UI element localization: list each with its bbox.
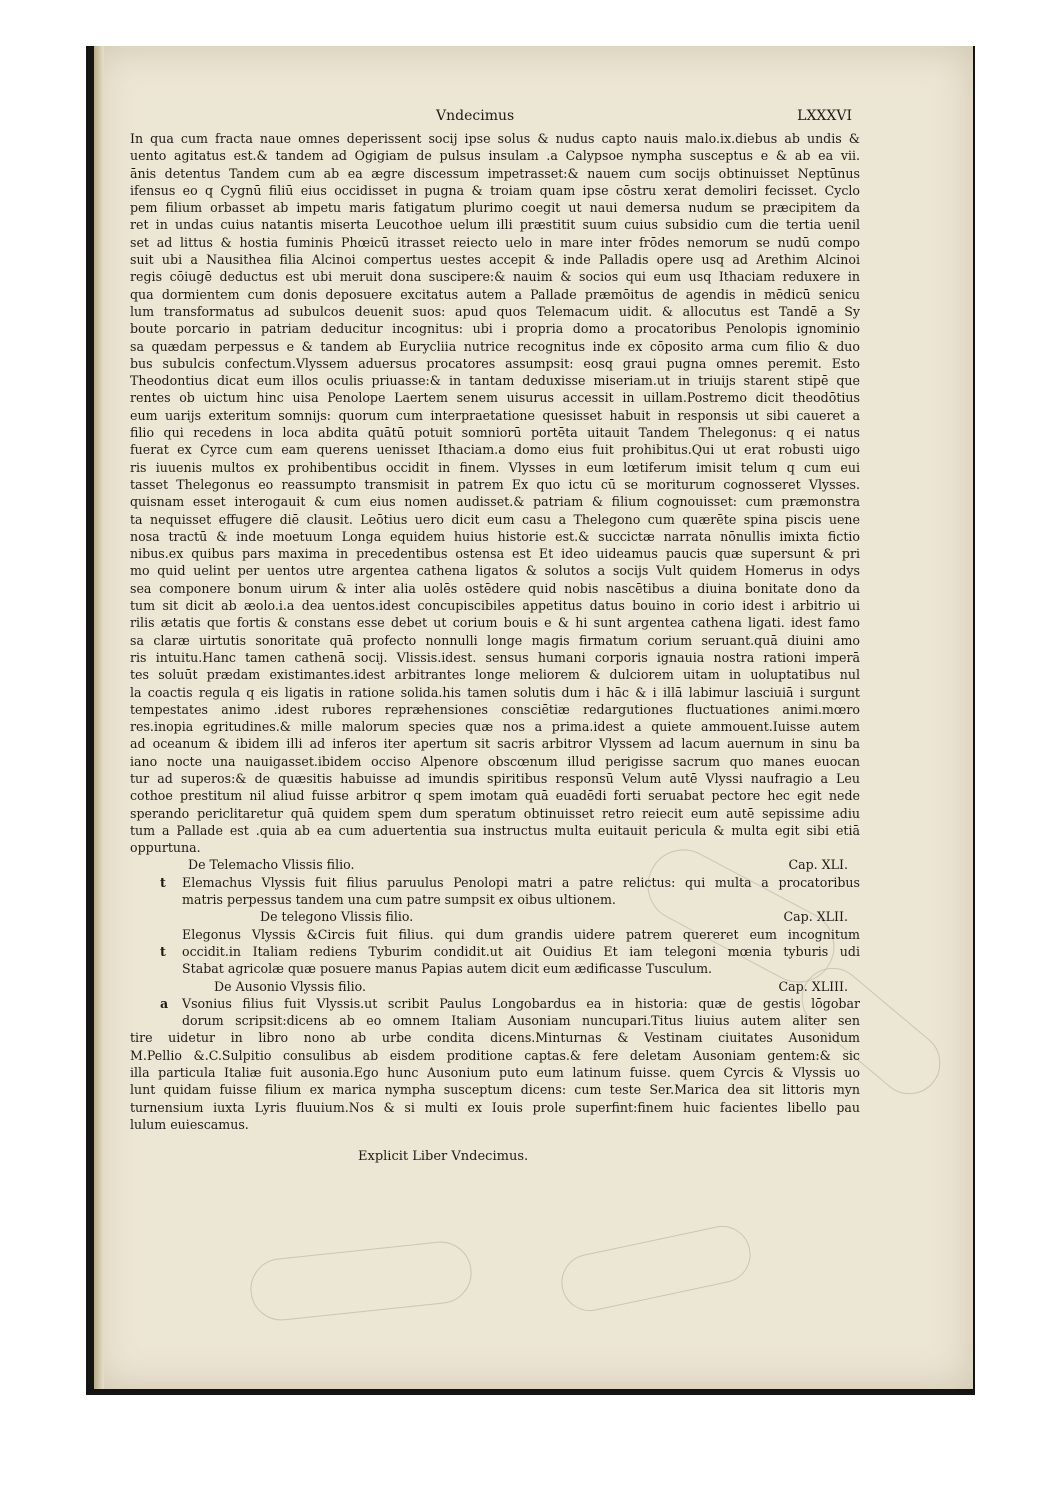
text-line [130,943,860,960]
text-line: res.inopia egritudines.& mille malorum species quæ nos a prima.idest a quiete ammouent.Iuisse autem [130,719,860,735]
text-line-content: Elemachus Vlyssis fuit filius paruulus Penolopi matri a patre relictus: qui multa a procatoribus [182,874,860,890]
text-line: pem filium orbasset ab impetu maris fatigatum plurimo coegit ut naui demersa nudum se præcipitem da [130,200,860,216]
text-line [130,1012,860,1029]
chapter-heading [130,978,860,995]
text-line: qua dormientem cum donis deposuere excitatus autem a Pallade præmōitus de agendis in mēdicū senicu [130,286,860,302]
text-line: la coactis regula q eis ligatis in ratione solida.his tamen solutis dum i hāc & i illā labimur lasciuiā i surgunt [130,684,860,700]
text-line: tes soluūt prædam existimantes.idest arbitrantes longe meliorem & dulciorem uitam in uoluptatibus nul [130,667,860,683]
text-line: ifensus eo q Cygnū filiū eius occidisset in pugna & troiam quam ipse cōstru xerat demoliri fecisset. Cyclo [130,182,860,198]
text-line: tasset Thelegonus eo reassumpto transmisit in patrem Ex quo ictu cū se moriturum cognosseret Vlysses. [130,476,860,492]
chapter-heading [130,856,860,873]
text-line [130,1099,860,1116]
text-line [130,1064,860,1081]
text-line: lum transformatus ad subulcos deuenit suos: apud quos Telemacum uidit. & allocutus est Tandē a Sy [130,303,860,319]
text-line: sa claræ uirtutis sonoritate quā profecto nonnulli longe magis firmatum corium seruant.quā diuini amo [130,632,860,648]
text-line: set ad littus & hostia fuminis Phœicū itrasset reiecto uelo in mare inter frōdes nemorum se nudū compo [130,234,860,250]
text-line: sa quædam perpessus e & tandem ab Eurycliia nutrice recognitus inde ex cōposito arma cum filio & duo [130,338,860,354]
running-head [130,108,860,128]
text-line: quisnam esset interogauit & cum eius nomen audisset.& patriam & filium cognouisset: cum præmonstra [130,494,860,510]
text-line: ad oceanum & ibidem illi ad inferos iter apertum sit sacris arbitror Vlyssem ad lacum auernum in sinu ba [130,736,860,752]
text-line: rilis ætatis que fortis & constans esse debet ut corium bouis e & hi sunt argentea cathena ligati. idest famo [130,615,860,631]
text-line [130,1047,860,1064]
text-line: ret in undas cuius natantis miserta Leucothoe uelum illi præstitit suum cuius subsidio cum die tertia uenil [130,217,860,233]
chapter-number: Cap. XLIII. [778,978,848,994]
text-line: sperando periclitaretur quā quidem spem dum speratum obtinuisset retro reiecit eum autē sepissime adiu [130,805,860,821]
text-line-content: tire uidetur in libro nono ab urbe condita dicens.Minturnas & Vestinam ciuitates Ausonidum [130,1030,860,1046]
folio-number: LXXXVI [797,108,852,124]
text-line-content: dorum scripsit:dicens ab eo omnem Italiam Ausoniam nuncupari.Titus liuius autem aliter sen [182,1013,860,1029]
text-line: sea componere bonum uirum & inter alia uolēs ostēdere quid nobis nascētibus a diuina bonitate dono da [130,580,860,596]
text-line: suit ubi a Nausithea filia Alcinoi compertus uestes accepit & inde Palladis opere usq ad Arethim Alcinoi [130,252,860,268]
text-line-content: matris perpessus tandem una cum patre sumpsit ex oibus ultionem. [182,892,616,908]
text-line [130,1116,860,1133]
text-line: rentes ob uictum hinc uisa Penolope Laertem senem uisurus accessit in uillam.Postremo dicit theodōtius [130,390,860,406]
text-line [130,1081,860,1098]
text-line: boute porcario in patriam deducitur incognitus: ubi i propria domo a procatoribus Penolopis ignominio [130,321,860,337]
text-line-content: M.Pellio &.C.Sulpitio consulibus ab eisdem proditione captas.& fere deletam Ausoniam gentem:& sic [130,1047,860,1063]
explicit-line: Explicit Liber Vndecimus. [358,1149,529,1165]
guide-letter: t [160,943,166,959]
text-line: tempestates animo .idest rubores repræhensiones consciētiæ redargutiones fluctuationes animi.mœro [130,701,860,717]
text-line [130,1029,860,1046]
text-line [130,995,860,1012]
text-line [130,891,860,908]
chapter-number: Cap. XLI. [788,857,848,873]
text-line: ris iuuenis multos ex prohibentibus occidit in finem. Vlysses in eum lœtiferum imisit telum q cum eui [130,459,860,475]
text-line: regis cōiugē deductus est ubi meruit dona suscipere:& nauim & socios qui eum usq Ithaciam reduxere in [130,269,860,285]
text-line: In qua cum fracta naue omnes deperissent socij ipse solus & nudus capto nauis malo.ix.diebus ab undis & [130,131,860,146]
text-line: bus subulcis confectum.Vlyssem aduersus procatores assumpsit: eosq graui pugna omnes peremit. Esto [130,355,860,371]
chapter-sections [130,856,860,1133]
text-line: mo quid uelint per uentos utre argentea cathena ligatos & solutos a socijs Vult quidem Homerus in odys [130,563,860,579]
chapter-title: De Ausonio Vlyssis filio. [214,978,367,994]
guide-letter: a [160,995,169,1011]
text-line-content: lulum euiescamus. [130,1116,249,1132]
text-line: fuerat ex Cyrce cum eam querens uenisset Ithaciam.a domo eius fuit prohibitus.Qui ut erat robusti uigo [130,442,860,458]
text-line-content: Elegonus Vlyssis &Circis fuit filius. qui dum grandis uidere patrem quereret eum incognitum [182,926,860,942]
chapter-title: De Telemacho Vlissis filio. [188,857,355,873]
text-line: tur ad superos:& de quæsitis habuisse ad imundis spiritibus responsū Velum autē Vlyssi naufragio a Leu [130,770,860,786]
chapter-heading [130,908,860,925]
text-line: iano nocte una nauigasset.ibidem occiso Alpenore obscœnum illud perigisse sacrum quo manes euocan [130,753,860,769]
text-line [130,960,860,977]
text-line: eum uarijs exteritum somnijs: quorum cum interpraetatione quesisset habuit in responsis ut sibi caueret a [130,407,860,423]
text-line: ta nequisset effugere diē clausit. Leōtius uero dicit eum casu a Thelegono cum quærēte spina piscis uene [130,511,860,527]
page-gutter-shadow [94,46,104,1389]
text-line: nibus.ex quibus pars maxima in precedentibus ostensa est Et ideo uideamus paucis quæ supersunt & pri [130,546,860,562]
text-line: nosa tractū & inde moetuum Longa equidem huius historie est.& succictæ narrata nōnullis imixta fictio [130,528,860,544]
text-line [130,926,860,943]
text-line-content: lunt quidam fuisse filium ex marica nympha susceptum dicens: cum teste Ser.Marica dea sit littoris myn [130,1082,860,1098]
text-line-content: Stabat agricolæ quæ posuere manus Papias autem dicit eum ædificasse Tusculum. [182,961,713,977]
text-line [130,874,860,891]
text-line-content: turnensium iuxta Lyris fluuium.Nos & si multi ex Iouis prole superfint:finem huic facientes libello pau [130,1099,860,1115]
text-line: ānis detentus Tandem cum ab ea ægre discessum impetrasset:& nauem cum socijs obtinuisset Neptūnus [130,165,860,181]
chapter-title: De telegono Vlissis filio. [260,909,414,925]
text-line: uento agitatus est.& tandem ad Ogigiam de pulsus insulam .a Calypsoe nympha susceptus e & ab ea vii. [130,148,860,164]
chapter-number: Cap. XLII. [783,909,848,925]
main-paragraph [130,130,860,856]
text-line: filio qui recedens in loca abdita quātū potuit somniorū portēta uitauit Tandem Thelegonus: q ei natus [130,425,860,441]
text-line: ris intuitu.Hanc tamen cathenā socij. Vlissis.idest. sensus humani corporis ignauia nostra rationi imperā [130,649,860,665]
text-line: tum sit dicit ab æolo.i.a dea uentos.idest concupiscibiles appetitus datus bouino in corio idest i arbitrio ui [130,598,860,614]
text-line: oppurtuna. [130,840,201,856]
text-line-content: illa particula Italiæ fuit ausonia.Ego hunc Ausonium puto eum latinum fuisse. quem Cyrcis & Vlyssis uo [130,1065,860,1081]
guide-letter: t [160,874,166,890]
running-head-title: Vndecimus [436,108,515,124]
text-line: Theodontius dicat eum illos oculis priuasse:& in tantam deduxisse miseriam.ut in triuijs starent stipē que [130,373,860,389]
page-text [130,108,860,1164]
text-line-content: occidit.in Italiam rediens Tyburim condidit.ut ait Ouidius Et iam telegoni mœnia tyburis udi [182,943,860,959]
text-line: tum a Pallade est .quia ab ea cum aduertentia sua instructus multa euitauit pericula & multa egit sibi etiā [130,822,860,838]
text-line: cothoe prestitum nil aliud fuisse arbitror q spem imotam quā euadēdi forti seruabat pectore hec egit nede [130,788,860,804]
text-line-content: Vsonius filius fuit Vlyssis.ut scribit Paulus Longobardus ea in historia: quæ de gestis lōgobar [182,995,860,1011]
